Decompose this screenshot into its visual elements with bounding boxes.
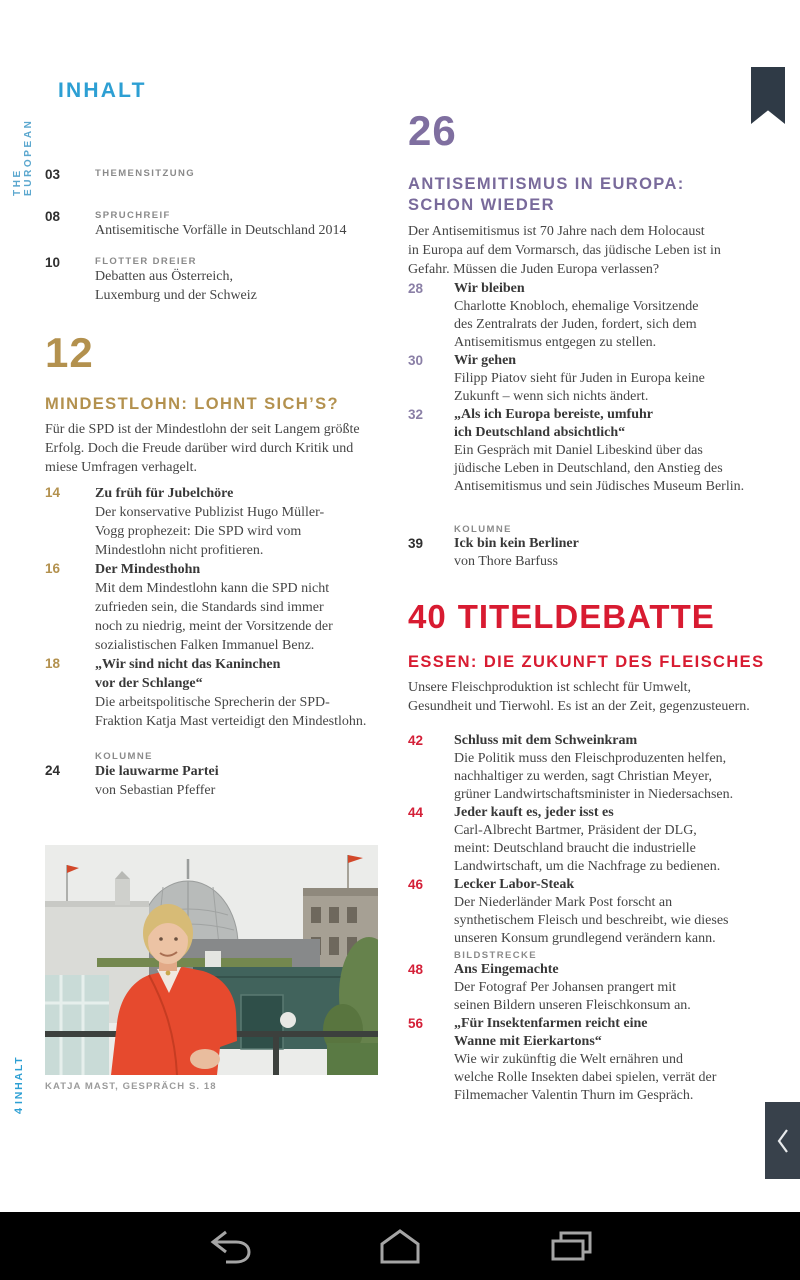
entry-desc-line: Charlotte Knobloch, ehemalige Vorsitzende [454, 299, 699, 314]
toc-entry [408, 280, 744, 352]
page-number: 4 [13, 1107, 25, 1114]
entry-body [454, 352, 705, 406]
intro-line: Gefahr. Müssen die Juden Europa verlassen? [408, 262, 660, 277]
home-icon [377, 1227, 423, 1265]
entry-page-number: 30 [408, 353, 424, 368]
toc-entry [45, 166, 346, 182]
entry-desc-line: jüdische Leben in Deutschland, den Anstieg des [454, 461, 723, 476]
entry-desc-line: sozialistischen Falken Immanuel Benz. [95, 638, 315, 653]
recent-apps-icon [548, 1228, 594, 1264]
entry-title: Der Mindesthohn [95, 562, 201, 577]
photo-katja-mast [45, 845, 378, 1075]
entry-desc-line: Der Fotograf Per Johansen prangert mit [454, 980, 676, 995]
section-40-entries [408, 732, 733, 1105]
entry-desc-line: synthetischem Fleisch und beschreibt, wie dieses [454, 913, 729, 928]
toc-entry [45, 208, 346, 240]
entry-body [95, 762, 219, 800]
entry-page-number: 10 [45, 255, 61, 270]
entry-desc-line: Mit dem Mindestlohn kann die SPD nicht [95, 581, 330, 596]
kolumne-byline: von Thore Barfuss [454, 554, 558, 569]
kolumne-title: Ick bin kein Berliner [454, 536, 579, 551]
section-heading: MINDESTLOHN: LOHNT SICH’S? [45, 395, 339, 413]
entry-page-number: 39 [408, 536, 424, 551]
toc-entry [408, 804, 733, 876]
entry-page-number: 16 [45, 561, 61, 576]
entry-page-number: 28 [408, 281, 424, 296]
entry-page-number: 46 [408, 877, 424, 892]
entry-body [95, 560, 333, 655]
entry-rubric-label: FLOTTER DREIER [95, 256, 197, 267]
entry-body [454, 280, 698, 352]
toc-entry [45, 762, 366, 800]
entry-desc-line: Luxemburg und der Schweiz [95, 288, 257, 303]
entry-desc-line: grüner Landwirtschaftsminister in Niedersachsen. [454, 787, 734, 802]
entry-desc-line: Vogg prophezeit: Die SPD wird vom [95, 524, 302, 539]
toc-entry [408, 876, 733, 948]
section-title: TITELDEBATTE [457, 598, 715, 635]
entry-title: Wir gehen [454, 353, 517, 368]
intro-line: Für die SPD ist der Mindestlohn der seit Langem größte [45, 422, 360, 437]
entry-desc-line: Zukunft – wenn sich nichts ändert. [454, 389, 649, 404]
entry-body [95, 655, 366, 731]
entry-title: „Wir sind nicht das Kaninchen [95, 657, 281, 672]
toc-entry [408, 732, 733, 804]
entry-body [454, 406, 744, 496]
entry-desc-line: Antisemitismus entgegen zu stellen. [454, 335, 657, 350]
entry-body [454, 1015, 716, 1105]
entry-title: Lecker Labor-Steak [454, 877, 575, 892]
entry-title: Wir bleiben [454, 281, 525, 296]
section-heading-line: ANTISEMITISMUS IN EUROPA: [408, 175, 685, 193]
entry-desc-line: meint: Deutschland braucht die industrielle [454, 841, 696, 856]
entry-desc-line: Landwirtschaft, um die Nachfrage zu bedienen. [454, 859, 721, 874]
entry-body [454, 535, 579, 571]
photo-caption: KATJA MAST, GESPRÄCH S. 18 [45, 1081, 217, 1092]
entry-page-number: 24 [45, 763, 61, 778]
entry-desc-line: Ein Gespräch mit Daniel Libeskind über das [454, 443, 703, 458]
intro-line: in Europa auf dem Vormarsch, das jüdische Leben ist in [408, 243, 721, 258]
section-subheading: ESSEN: DIE ZUKUNFT DES FLEISCHES [408, 653, 765, 671]
entry-desc-line: Wie wir zukünftig die Welt ernähren und [454, 1052, 683, 1067]
entry-title: „Als ich Europa bereiste, umfuhr [454, 407, 653, 422]
home-button[interactable] [355, 1212, 445, 1280]
entry-body [454, 876, 729, 948]
intro-line: Gesundheit und Tierwohl. Es ist an der Zeit, gegenzusteuern. [408, 699, 750, 714]
section-26-entries [408, 280, 744, 571]
recents-button[interactable] [526, 1212, 616, 1280]
entry-desc-line: nachhaltiger zu werden, sagt Christian Meyer, [454, 769, 712, 784]
toc-entry [408, 948, 733, 1015]
bookmark-ribbon-icon[interactable] [751, 67, 785, 124]
section-number: 26 [408, 107, 457, 154]
entry-body [95, 208, 346, 240]
toc-entry [408, 1015, 733, 1105]
entry-title: vor der Schlange“ [95, 676, 203, 691]
intro-line: Erfolg. Doch die Freude darüber wird durch Kritik und [45, 441, 354, 456]
entry-desc-line: Fraktion Katja Mast verteidigt den Mindestlohn. [95, 714, 367, 729]
section-number: 12 [45, 329, 94, 376]
intro-line: Der Antisemitismus ist 70 Jahre nach dem Holocaust [408, 224, 705, 239]
entry-body [454, 804, 720, 876]
entry-page-number: 14 [45, 485, 61, 500]
entry-title: Zu früh für Jubelchöre [95, 486, 234, 501]
left-toc-block [45, 166, 346, 305]
entry-desc-line: Der Niederländer Mark Post forscht an [454, 895, 673, 910]
entry-desc-line: des Zentralrats der Juden, fordert, sich dem [454, 317, 697, 332]
toc-entry [408, 352, 744, 406]
android-nav-bar [0, 1212, 800, 1280]
entry-page-number: 08 [45, 209, 61, 224]
entry-desc-line: Antisemitische Vorfälle in Deutschland 2014 [95, 223, 347, 238]
entry-page-number: 32 [408, 407, 424, 422]
entry-rubric-label: THEMENSITZUNG [95, 168, 196, 179]
entry-page-number: 48 [408, 962, 424, 977]
kolumne-label: KOLUMNE [454, 524, 512, 535]
entry-desc-line: Filmemacher Valentin Thurn im Gespräch. [454, 1088, 694, 1103]
entry-page-number: 03 [45, 167, 61, 182]
intro-line: miese Umfragen verhagelt. [45, 460, 197, 475]
entry-body [454, 948, 691, 1015]
entry-desc-line: Die arbeitspolitische Sprecherin der SPD- [95, 695, 330, 710]
page-title: INHALT [58, 79, 147, 102]
entry-desc-line: Carl-Albrecht Bartmer, Präsident der DLG, [454, 823, 697, 838]
previous-page-button[interactable] [765, 1102, 800, 1179]
section-intro [408, 222, 721, 279]
toc-entry [408, 535, 744, 571]
entry-title: „Für Insektenfarmen reicht eine [454, 1016, 648, 1031]
entry-page-number: 44 [408, 805, 424, 820]
entry-desc-line: zufrieden sein, die Standards sind immer [95, 600, 324, 615]
entry-title: ich Deutschland absichtlich“ [454, 425, 626, 440]
toc-entry [45, 484, 366, 560]
entry-page-number: 42 [408, 733, 424, 748]
entry-rubric-label: BILDSTRECKE [454, 950, 537, 961]
entry-title: Schluss mit dem Schweinkram [454, 733, 638, 748]
entry-page-number: 18 [45, 656, 61, 671]
entry-title: Ans Eingemachte [454, 962, 559, 977]
entry-desc-line: Der konservative Publizist Hugo Müller- [95, 505, 325, 520]
entry-body [95, 166, 195, 179]
back-button[interactable] [185, 1212, 275, 1280]
entry-title: Wanne mit Eierkartons“ [454, 1034, 602, 1049]
back-arrow-icon [206, 1227, 254, 1265]
toc-entry [45, 560, 366, 655]
entry-page-number: 56 [408, 1016, 424, 1031]
titeldebatte-heading [408, 598, 765, 636]
section-40 [408, 598, 765, 716]
section-26 [408, 107, 721, 279]
entry-desc-line: welche Rolle Insekten dabei spielen, verrät der [454, 1070, 717, 1085]
masthead-vertical: THE EUROPEAN [12, 118, 34, 196]
entry-body [95, 254, 257, 305]
entry-title: Jeder kauft es, jeder isst es [454, 805, 614, 820]
entry-desc-line: Die Politik muss den Fleischproduzenten helfen, [454, 751, 727, 766]
intro-line: Unsere Fleischproduktion ist schlecht für Umwelt, [408, 680, 692, 695]
toc-entry [45, 655, 366, 731]
section-intro [45, 420, 360, 477]
kolumne-title: Die lauwarme Partei [95, 764, 219, 779]
entry-rubric-label: SPRUCHREIF [95, 210, 171, 221]
section-intro [408, 678, 765, 716]
section-number: 40 [408, 598, 447, 635]
section-12 [45, 329, 360, 477]
entry-desc-line: Debatten aus Österreich, [95, 269, 233, 284]
entry-desc-line: Filipp Piatov sieht für Juden in Europa keine [454, 371, 705, 386]
toc-entry [408, 406, 744, 496]
chevron-left-icon [775, 1127, 791, 1155]
entry-body [454, 732, 733, 804]
section-12-entries [45, 484, 366, 800]
footer-section-vertical: INHALT [13, 1055, 25, 1104]
entry-desc-line: Antisemitismus und sein Jüdisches Museum Berlin. [454, 479, 745, 494]
entry-desc-line: Mindestlohn nicht profitieren. [95, 543, 264, 558]
kolumne-label: KOLUMNE [95, 751, 153, 762]
entry-desc-line: unseren Konsum grundlegend verändern kann. [454, 931, 716, 946]
kolumne-byline: von Sebastian Pfeffer [95, 783, 216, 798]
toc-entry [45, 254, 346, 305]
entry-body [95, 484, 324, 560]
entry-desc-line: seinen Bildern unseren Fleischkonsum an. [454, 998, 691, 1013]
section-heading-line: SCHON WIEDER [408, 196, 555, 214]
entry-desc-line: noch zu niedrig, meint der Vorsitzende der [95, 619, 333, 634]
